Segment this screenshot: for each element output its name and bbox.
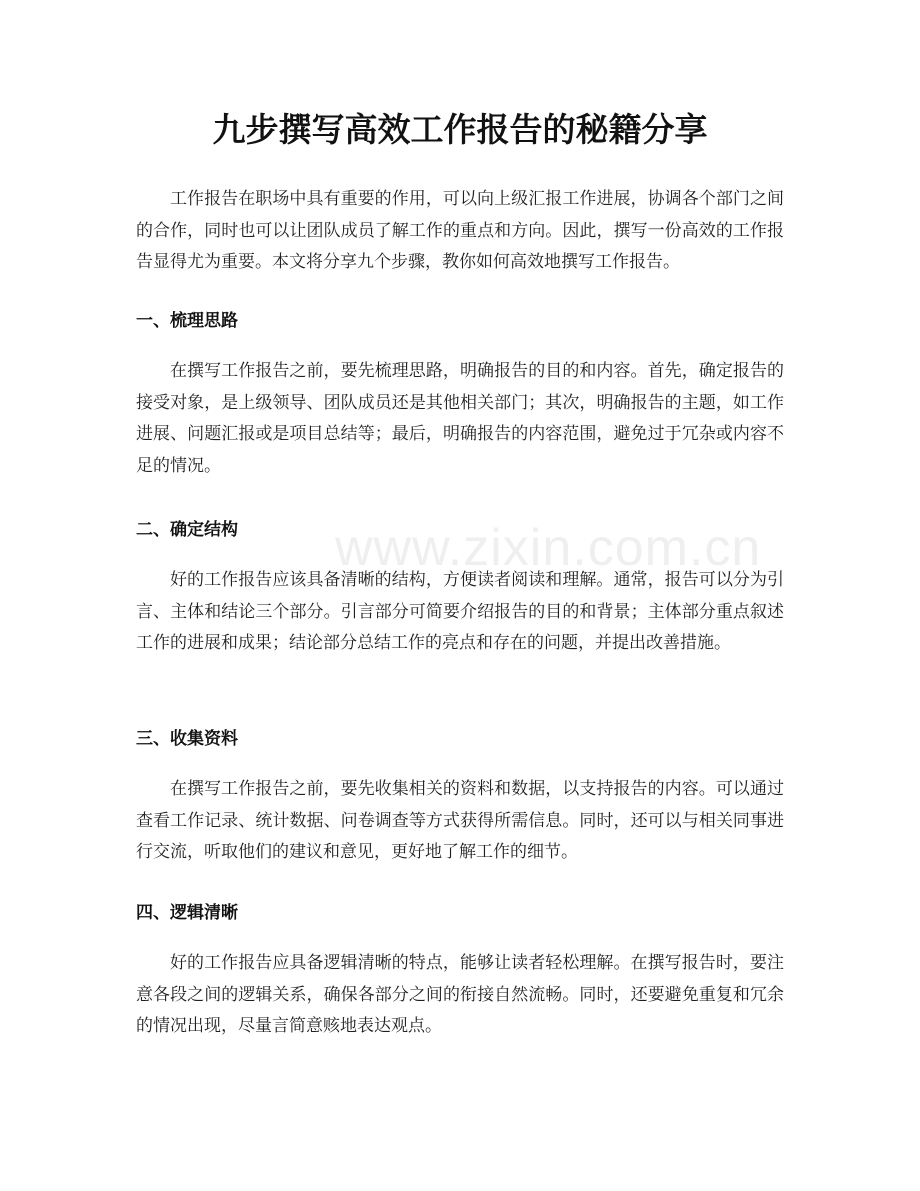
section-body-3: 在撰写工作报告之前，要先收集相关的资料和数据，以支持报告的内容。可以通过查看工作记录、统计数据、问卷调查等方式获得所需信息。同时，还可以与相关同事进行交流，听取他们的建议和意见，更好地了解工作的细节。: [136, 779, 784, 862]
intro-paragraph: 工作报告在职场中具有重要的作用，可以向上级汇报工作进展，协调各个部门之间的合作，同时也可以让团队成员了解工作的重点和方向。因此，撰写一份高效的工作报告显得尤为重要。本文将分享九个步骤，教你如何高效地撰写工作报告。: [136, 189, 784, 272]
section-heading-2: 二、确定结构: [136, 520, 238, 540]
watermark: www.zixin.com.cn: [335, 519, 762, 577]
section-body-4: 好的工作报告应具备逻辑清晰的特点，能够让读者轻松理解。在撰写报告时，要注意各段之间的逻辑关系，确保各部分之间的衔接自然流畅。同时，还要避免重复和冗余的情况出现，尽量言简意赅地表达观点。: [136, 953, 784, 1036]
section-body-1: 在撰写工作报告之前，要先梳理思路，明确报告的目的和内容。首先，确定报告的接受对象，是上级领导、团队成员还是其他相关部门；其次，明确报告的主题，如工作进展、问题汇报或是项目总结等；最后，明确报告的内容范围，避免过于冗杂或内容不足的情况。: [136, 361, 784, 476]
section-heading-4: 四、逻辑清晰: [136, 903, 238, 923]
section-heading-1: 一、梳理思路: [136, 311, 238, 331]
section-body-2: 好的工作报告应该具备清晰的结构，方便读者阅读和理解。通常，报告可以分为引言、主体和结论三个部分。引言部分可简要介绍报告的目的和背景；主体部分重点叙述工作的进展和成果；结论部分总结工作的亮点和存在的问题，并提出改善措施。: [136, 570, 784, 653]
document-title: 九步撰写高效工作报告的秘籍分享: [212, 110, 708, 149]
section-heading-3: 三、收集资料: [136, 729, 238, 749]
